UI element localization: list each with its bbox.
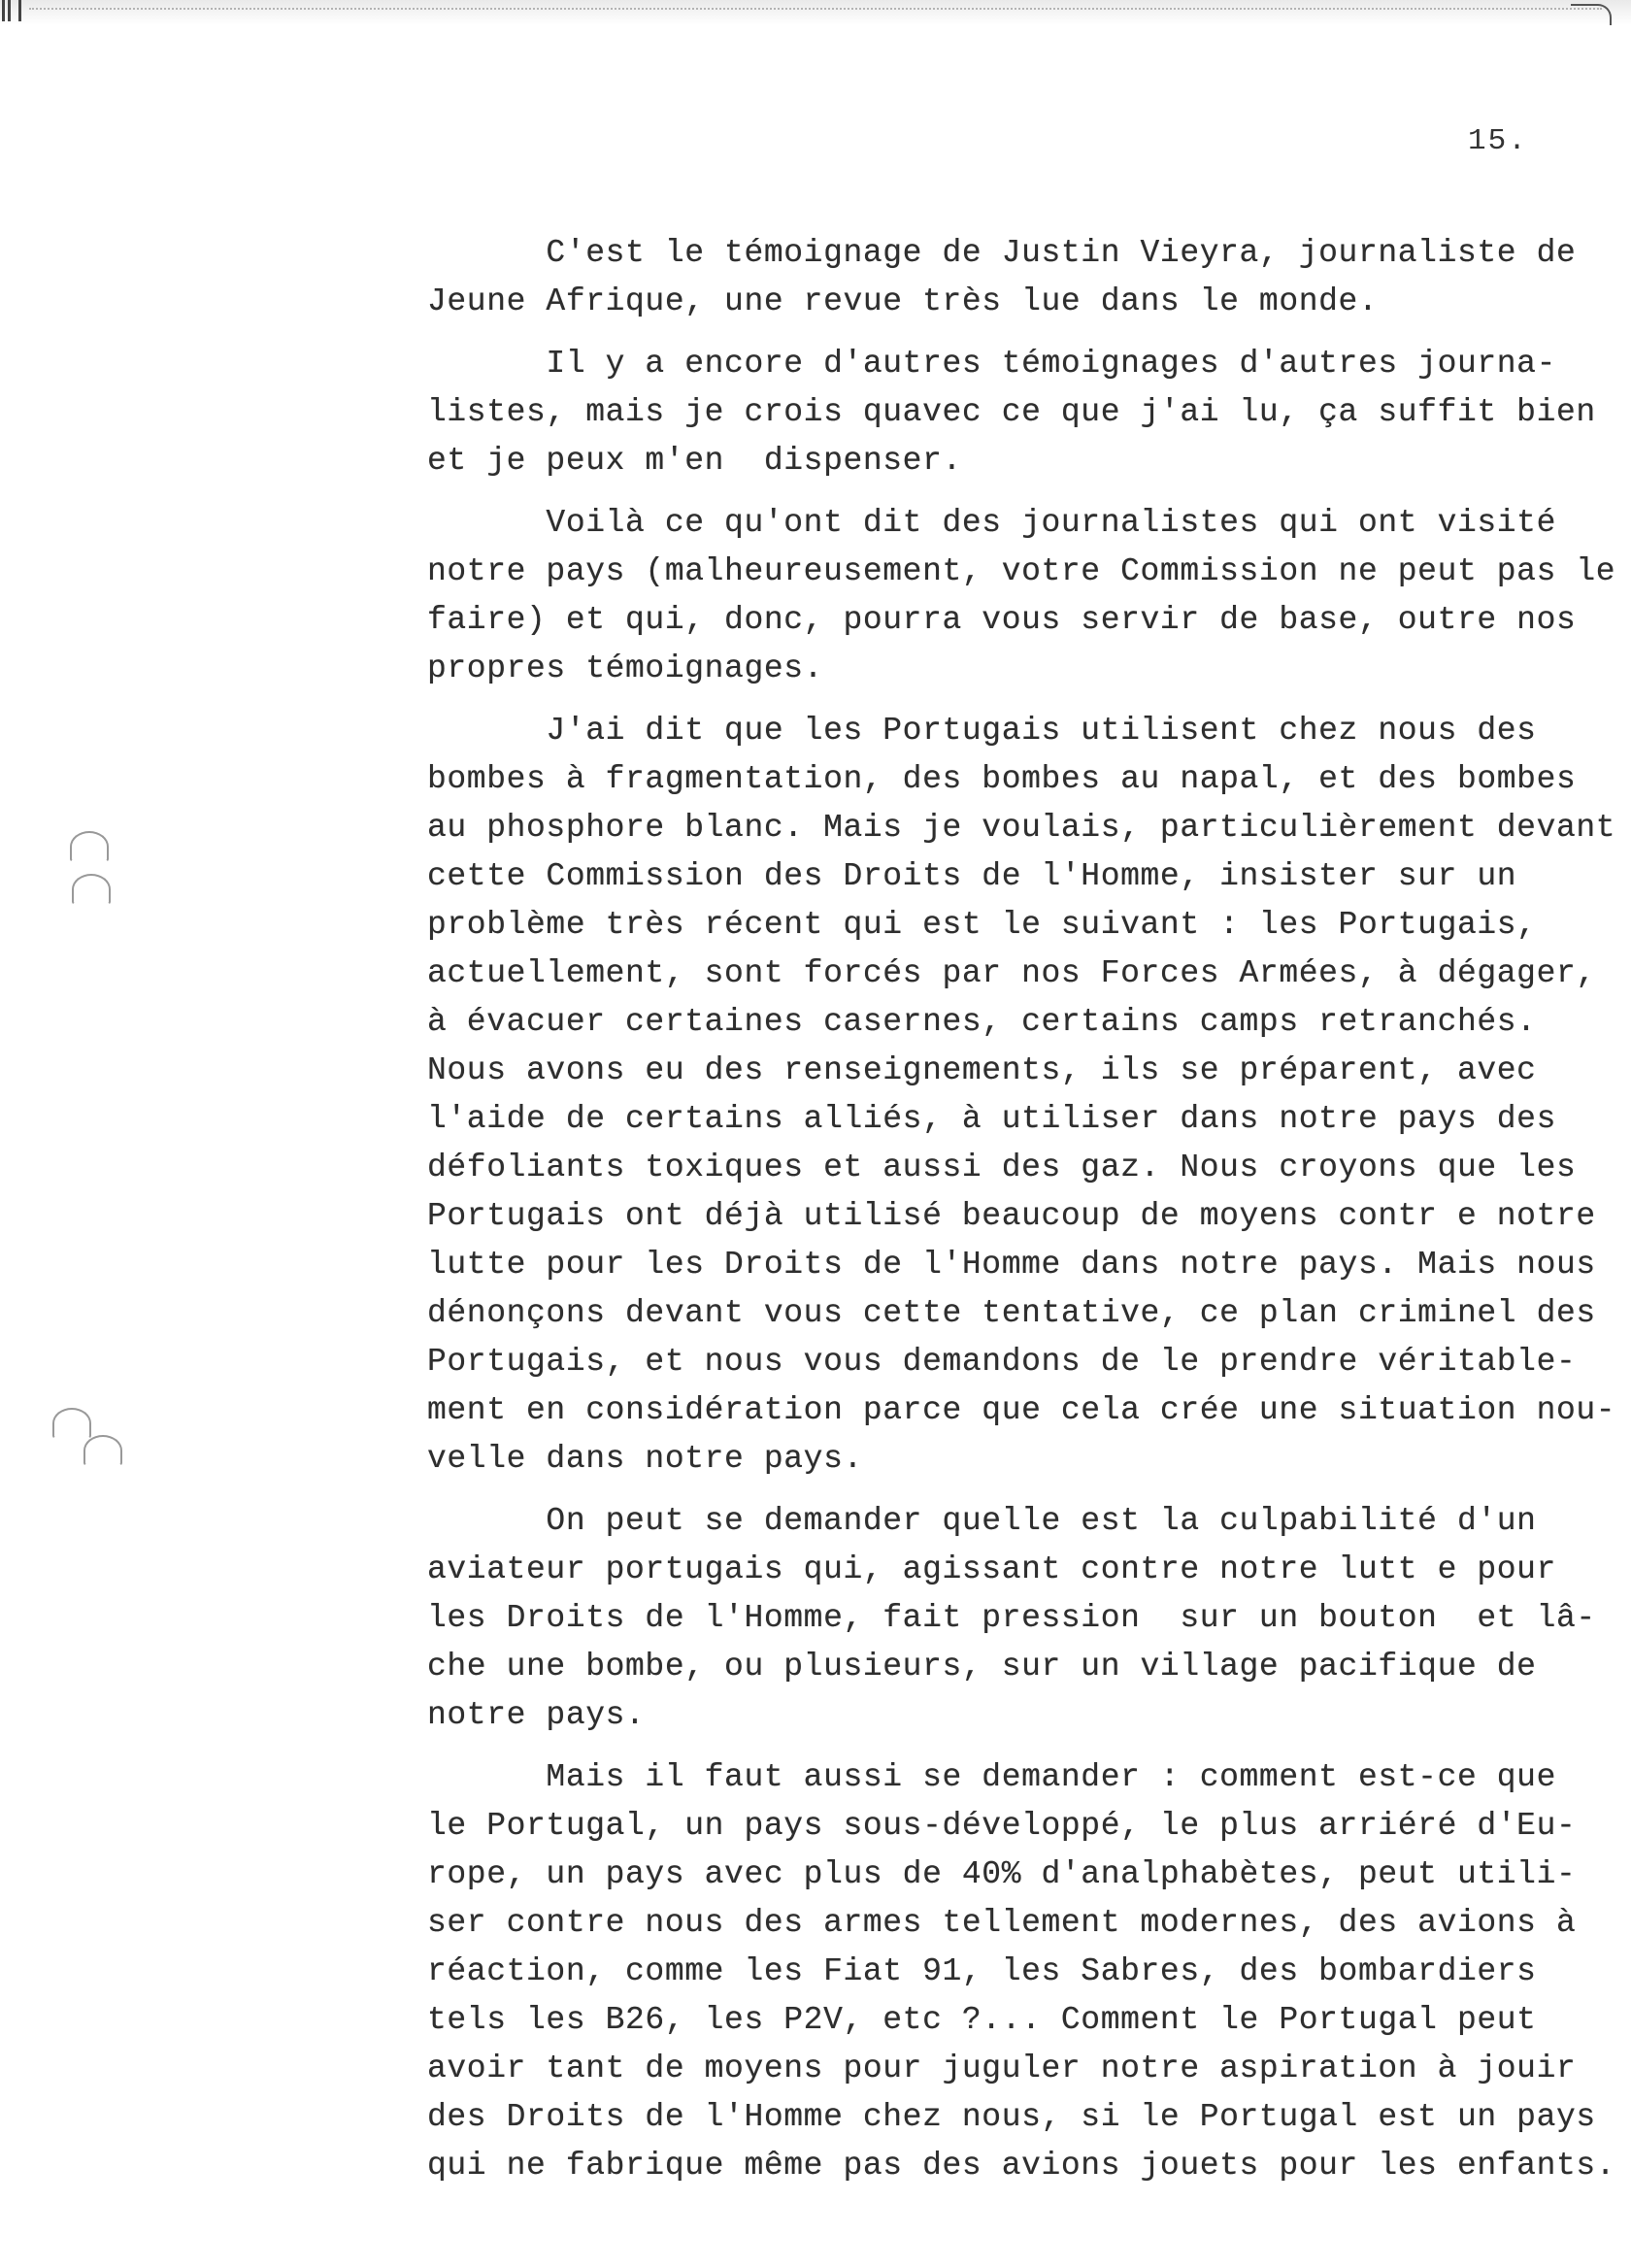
text-line: bombes à fragmentation, des bombes au napal, et des bombes xyxy=(427,761,1577,797)
text-line: che une bombe, ou plusieurs, sur un village pacifique de xyxy=(427,1649,1537,1684)
scan-edge-line xyxy=(29,8,1602,12)
text-line: ment en considération parce que cela crée une situation nou- xyxy=(427,1392,1616,1428)
text-line: Mais il faut aussi se demander : comment est-ce que xyxy=(427,1759,1556,1795)
text-line: Portugais ont déjà utilisé beaucoup de moyens contr e notre xyxy=(427,1198,1596,1234)
text-line: notre pays (malheureusement, votre Commission ne peut pas le xyxy=(427,553,1616,589)
text-line: réaction, comme les Fiat 91, les Sabres, des bombardiers xyxy=(427,1953,1537,1989)
scan-top-edge xyxy=(0,0,1631,25)
paragraph xyxy=(427,1753,1631,2190)
text-line: dénonçons devant vous cette tentative, ce plan criminel des xyxy=(427,1295,1596,1331)
text-line: à évacuer certaines casernes, certains camps retranchés. xyxy=(427,1004,1537,1040)
body-text xyxy=(427,229,1631,2204)
text-line: lutte pour les Droits de l'Homme dans notre pays. Mais nous xyxy=(427,1247,1596,1283)
text-line: l'aide de certains alliés, à utiliser dans notre pays des xyxy=(427,1101,1556,1137)
text-line: les Droits de l'Homme, fait pression sur un bouton et lâ- xyxy=(427,1600,1596,1636)
text-line: notre pays. xyxy=(427,1697,646,1733)
text-line: au phosphore blanc. Mais je voulais, particulièrement devant xyxy=(427,810,1616,846)
text-line: Nous avons eu des renseignements, ils se préparent, avec xyxy=(427,1052,1537,1088)
text-line: des Droits de l'Homme chez nous, si le Portugal est un pays xyxy=(427,2099,1596,2135)
paragraph xyxy=(427,1497,1631,1740)
text-line: faire) et qui, donc, pourra vous servir de base, outre nos xyxy=(427,602,1577,638)
text-line: aviateur portugais qui, agissant contre notre lutt e pour xyxy=(427,1551,1556,1587)
punch-hole-icon xyxy=(83,1435,122,1466)
text-line: qui ne fabrique même pas des avions jouets pour les enfants. xyxy=(427,2148,1616,2184)
text-line: problème très récent qui est le suivant : les Portugais, xyxy=(427,907,1537,943)
punch-hole-icon xyxy=(70,831,109,862)
punch-hole-icon xyxy=(52,1408,91,1439)
paragraph xyxy=(427,707,1631,1484)
text-line: actuellement, sont forcés par nos Forces Armées, à dégager, xyxy=(427,955,1596,991)
text-line: listes, mais je crois quavec ce que j'ai lu, ça suffit bien xyxy=(427,394,1596,430)
text-line: ser contre nous des armes tellement modernes, des avions à xyxy=(427,1905,1577,1941)
text-line: C'est le témoignage de Justin Vieyra, journaliste de xyxy=(427,235,1577,271)
text-line: cette Commission des Droits de l'Homme, insister sur un xyxy=(427,858,1517,894)
text-line: et je peux m'en dispenser. xyxy=(427,443,962,479)
page-number: 15. xyxy=(1468,124,1528,158)
text-line: Portugais, et nous vous demandons de le prendre véritable- xyxy=(427,1344,1577,1380)
text-line: rope, un pays avec plus de 40% d'analphabètes, peut utili- xyxy=(427,1856,1577,1892)
text-line: Jeune Afrique, une revue très lue dans le monde. xyxy=(427,284,1379,319)
text-line: J'ai dit que les Portugais utilisent chez nous des xyxy=(427,713,1537,749)
text-line: propres témoignages. xyxy=(427,650,824,686)
paragraph xyxy=(427,499,1631,693)
paragraph xyxy=(427,229,1631,326)
text-line: tels les B26, les P2V, etc ?... Comment le Portugal peut xyxy=(427,2002,1537,2038)
text-line: avoir tant de moyens pour juguler notre aspiration à jouir xyxy=(427,2051,1577,2086)
text-line: Voilà ce qu'ont dit des journalistes qui ont visité xyxy=(427,505,1556,541)
binding-mark-icon xyxy=(2,0,21,21)
text-line: Il y a encore d'autres témoignages d'autres journa- xyxy=(427,346,1556,382)
punch-hole-icon xyxy=(72,874,111,905)
paragraph xyxy=(427,340,1631,485)
text-line: velle dans notre pays. xyxy=(427,1441,863,1477)
text-line: On peut se demander quelle est la culpabilité d'un xyxy=(427,1503,1537,1539)
text-line: le Portugal, un pays sous-développé, le plus arriéré d'Eu- xyxy=(427,1808,1577,1844)
page-curl-mark xyxy=(1571,4,1612,25)
text-line: défoliants toxiques et aussi des gaz. Nous croyons que les xyxy=(427,1150,1577,1185)
